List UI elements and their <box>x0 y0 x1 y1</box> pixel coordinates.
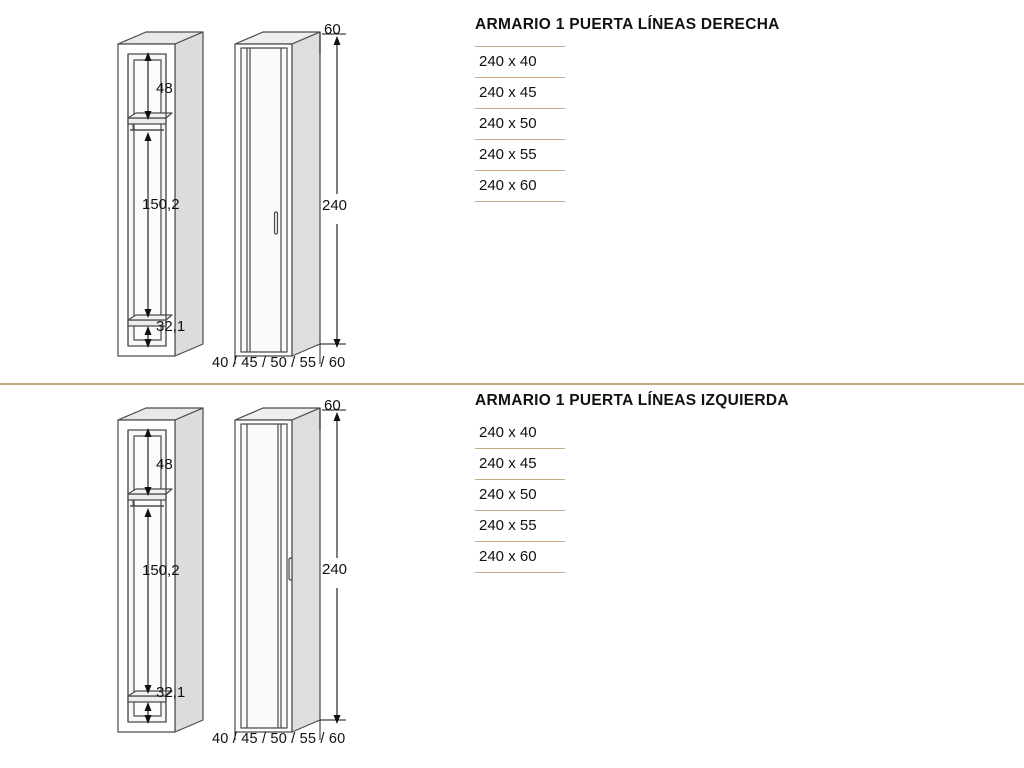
wardrobe-technical-drawing <box>100 14 420 366</box>
info-block-izquierda <box>475 392 905 573</box>
dim-total-height: 240 <box>322 561 348 578</box>
size-option[interactable]: 240 x 50 <box>475 109 565 140</box>
dim-bottom-height: 32,1 <box>156 684 186 701</box>
size-option[interactable]: 240 x 60 <box>475 171 565 202</box>
dim-total-height: 240 <box>322 197 348 214</box>
dim-bottom-height: 32,1 <box>156 318 186 335</box>
size-option[interactable]: 240 x 45 <box>475 78 565 109</box>
size-option[interactable]: 240 x 50 <box>475 480 565 511</box>
size-option[interactable]: 240 x 40 <box>475 46 565 78</box>
dim-depth: 60 <box>324 21 341 38</box>
size-option[interactable]: 240 x 40 <box>475 418 565 449</box>
product-title: ARMARIO 1 PUERTA LÍNEAS DERECHA <box>475 16 780 33</box>
size-option[interactable]: 240 x 55 <box>475 511 565 542</box>
dim-depth: 60 <box>324 397 341 414</box>
size-option[interactable]: 240 x 45 <box>475 449 565 480</box>
size-option[interactable]: 240 x 55 <box>475 140 565 171</box>
dim-middle-height: 150,2 <box>142 196 180 213</box>
info-block-derecha <box>475 16 905 202</box>
dim-width-options: 40 / 45 / 50 / 55 / 60 <box>212 731 346 747</box>
size-option[interactable]: 240 x 60 <box>475 542 565 573</box>
dim-width-options: 40 / 45 / 50 / 55 / 60 <box>212 355 346 371</box>
dim-top-height: 48 <box>156 456 173 473</box>
wardrobe-drawing-derecha <box>100 14 420 371</box>
size-list <box>475 418 565 573</box>
product-title: ARMARIO 1 PUERTA LÍNEAS IZQUIERDA <box>475 392 789 409</box>
dim-middle-height: 150,2 <box>142 562 180 579</box>
size-list <box>475 46 565 202</box>
section-armario-izquierda <box>0 384 1024 768</box>
wardrobe-drawing-izquierda <box>100 398 420 750</box>
dim-top-height: 48 <box>156 80 173 97</box>
